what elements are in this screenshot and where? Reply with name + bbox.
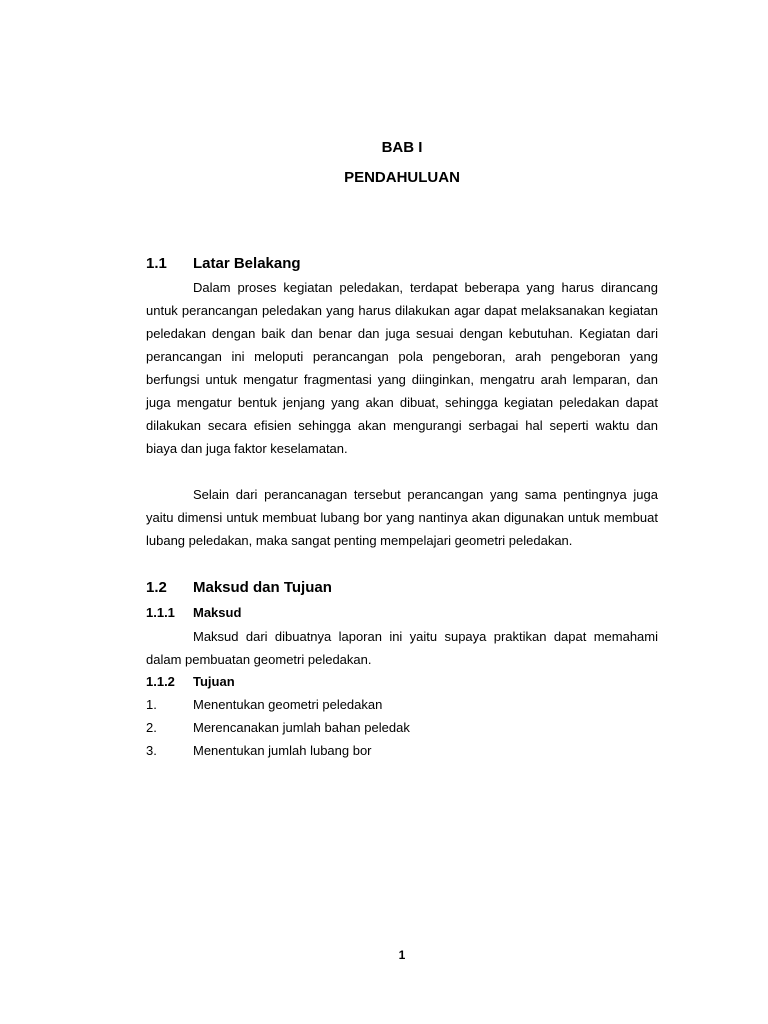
paragraph-maksud: Maksud dari dibuatnya laporan ini yaitu supaya praktikan dapat memahami dalam pembuatan geometri peledakan.	[146, 629, 658, 667]
page-number: 1	[398, 948, 406, 962]
subsection-number: 1.1.1	[146, 605, 175, 620]
chapter-number: BAB I	[381, 139, 423, 156]
list-item-number: 3.	[146, 743, 157, 758]
subsection-title: Maksud	[193, 605, 242, 620]
list-item-text: Menentukan jumlah lubang bor	[193, 743, 372, 758]
list-item-text: Menentukan geometri peledakan	[193, 697, 383, 712]
section-title: Latar Belakang	[193, 255, 301, 272]
list-item-number: 1.	[146, 697, 157, 712]
paragraph-latar-belakang-1: Dalam proses kegiatan peledakan, terdapat beberapa yang harus dirancang untuk perancangan peledakan yang harus dilakukan agar dapat melaksanakan kegiatan peledakan dengan baik dan benar dan juga sesuai dengan kebutuhan. Kegiatan dari perancangan ini meloputi perancangan pola pengeboran, arah pengeboran yang berfungsi untuk mengatur fragmentasi yang diinginkan, mengatru arah lemparan, dan juga mengatur bentuk jenjang yang akan dibuat, sehingga kegiatan peledakan dapat dilakukan secara efisien sehingga akan mengurangi serbagai hal seperti waktu dan biaya dan juga faktor keselamatan.	[146, 280, 658, 456]
list-item-text: Merencanakan jumlah bahan peledak	[193, 720, 410, 735]
section-title: Maksud dan Tujuan	[193, 579, 332, 596]
subsection-number: 1.1.2	[146, 674, 175, 689]
paragraph-latar-belakang-2: Selain dari perancanagan tersebut perancangan yang sama pentingnya juga yaitu dimensi untuk membuat lubang bor yang nantinya akan digunakan untuk membuat lubang peledakan, maka sangat penting mempelajari geometri peledakan.	[146, 487, 658, 548]
list-item-number: 2.	[146, 720, 157, 735]
section-number: 1.1	[146, 255, 167, 272]
chapter-title: PENDAHULUAN	[344, 169, 460, 186]
section-number: 1.2	[146, 579, 167, 596]
subsection-title: Tujuan	[193, 674, 235, 689]
